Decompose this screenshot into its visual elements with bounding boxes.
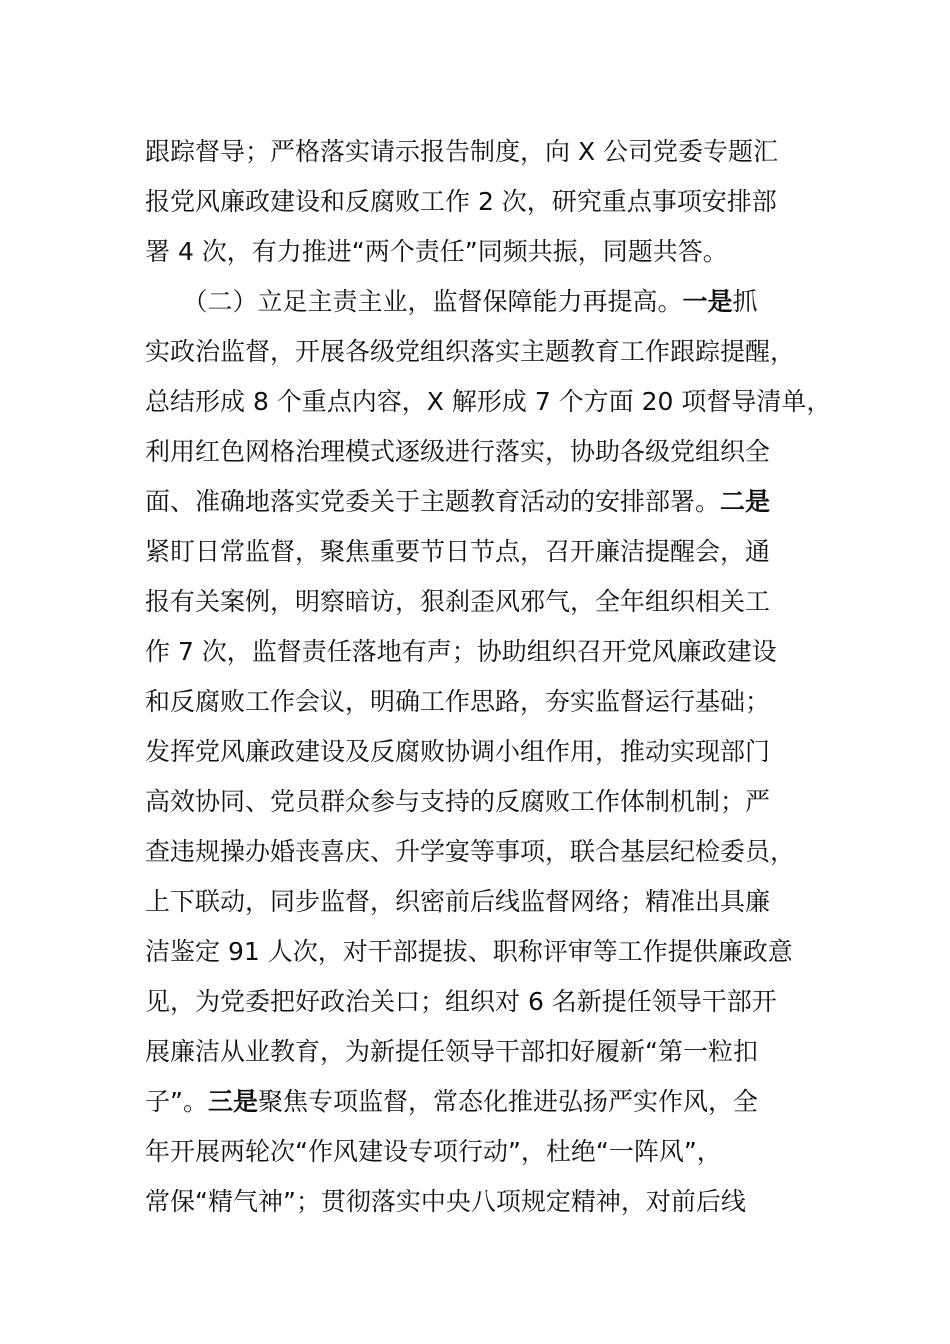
text-run: 利用红色网格治理模式逐级进行落实，协助各级党组织全	[145, 437, 771, 466]
text-line	[145, 277, 825, 327]
text-run: 抓	[732, 287, 758, 316]
text-line	[145, 1077, 825, 1127]
text-run: 发挥党风廉政建设及反腐败协调小组作用，推动实现部门	[145, 737, 771, 766]
text-run: 子”。	[145, 1087, 208, 1116]
text-run: 洁鉴定 91 人次，对干部提拔、职称评审等工作提供廉政意	[145, 937, 793, 966]
text-run: 展廉洁从业教育，为新提任领导干部扣好履新“第一粒扣	[145, 1037, 758, 1066]
text-run: 跟踪督导；严格落实请示报告制度，向 X 公司党委专题汇	[145, 137, 779, 166]
text-run: 总结形成 8 个重点内容，X 解形成 7 个方面 20 项督导清单，	[145, 387, 832, 416]
text-line	[145, 177, 825, 227]
text-run: 面、准确地落实党委关于主题教育活动的安排部署。	[145, 487, 721, 516]
text-line	[145, 927, 825, 977]
text-run: 聚焦专项监督，常态化推进弘扬严实作风，全	[257, 1087, 758, 1116]
text-line	[145, 777, 825, 827]
text-line	[145, 1177, 825, 1227]
text-line	[145, 327, 825, 377]
text-line	[145, 527, 825, 577]
text-run: 常保“精气神”；贯彻落实中央八项规定精神，对前后线	[145, 1187, 746, 1216]
text-run: 查违规操办婚丧喜庆、升学宴等事项，联合基层纪检委员，	[145, 837, 796, 866]
text-run: 上下联动，同步监督，织密前后线监督网络；精准出具廉	[145, 887, 771, 916]
text-run: 作 7 次，监督责任落地有声；协助组织召开党风廉政建设	[145, 637, 777, 666]
text-line	[145, 377, 832, 427]
text-line	[145, 677, 825, 727]
text-line	[145, 577, 825, 627]
text-run: 报党风廉政建设和反腐败工作 2 次，研究重点事项安排部	[145, 187, 777, 216]
text-line	[145, 627, 825, 677]
bold-text-run: 三是	[207, 1087, 258, 1116]
text-line	[145, 1127, 825, 1177]
text-run: 高效协同、党员群众参与支持的反腐败工作体制机制；严	[145, 787, 771, 816]
text-run: 和反腐败工作会议，明确工作思路，夯实监督运行基础；	[145, 687, 771, 716]
text-line	[145, 427, 825, 477]
bold-text-run: 一是	[682, 287, 733, 316]
text-line	[145, 1027, 825, 1077]
bold-text-run: 二是	[720, 487, 771, 516]
text-line	[145, 727, 825, 777]
text-line	[145, 877, 825, 927]
text-line	[145, 477, 825, 527]
text-run: 实政治监督，开展各级党组织落实主题教育工作跟踪提醒，	[145, 337, 796, 366]
text-run: 年开展两轮次“作风建设专项行动”，杜绝“一阵风”，	[145, 1137, 722, 1166]
text-run: 见，为党委把好政治关口；组织对 6 名新提任领导干部开	[145, 987, 777, 1016]
text-line	[145, 227, 825, 277]
text-line	[145, 127, 825, 177]
body-text	[145, 127, 832, 1227]
text-run: 紧盯日常监督，聚焦重要节日节点，召开廉洁提醒会，通	[145, 537, 771, 566]
text-run: （二）立足主责主业，监督保障能力再提高。	[145, 287, 683, 316]
text-run: 署 4 次，有力推进“两个责任”同频共振，同题共答。	[145, 237, 728, 266]
text-run: 报有关案例，明察暗访，狠刹歪风邪气，全年组织相关工	[145, 587, 771, 616]
text-line	[145, 977, 825, 1027]
text-line	[145, 827, 825, 877]
